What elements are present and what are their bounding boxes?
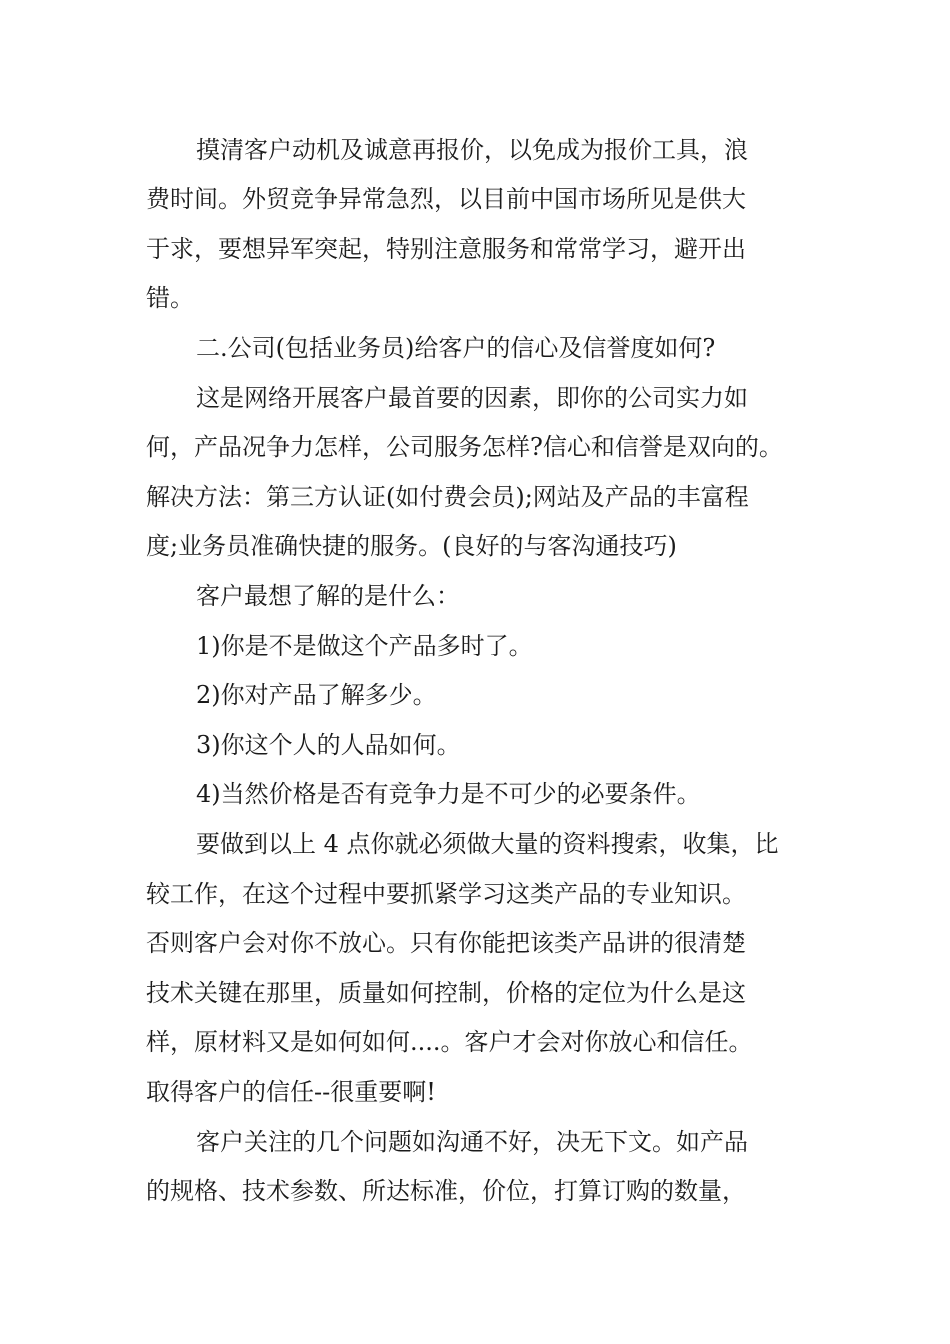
paragraph-line: 取得客户的信任--很重要啊! [146,1078,436,1106]
paragraph-line: 要做到以上 4 点你就必须做大量的资料搜索，收集，比 [196,830,779,858]
paragraph-line: 度;业务员准确快捷的服务。(良好的与客沟通技巧) [146,532,677,560]
paragraph-line: 错。 [146,284,194,312]
paragraph-line: 否则客户会对你不放心。只有你能把该类产品讲的很清楚 [146,929,746,957]
list-item: 2)你对产品了解多少。 [196,681,437,709]
paragraph-line: 费时间。外贸竞争异常急烈，以目前中国市场所见是供大 [146,185,746,213]
paragraph-line: 客户最想了解的是什么： [196,582,460,610]
paragraph-line: 何，产品况争力怎样，公司服务怎样?信心和信誉是双向的。 [146,433,783,461]
paragraph-line: 客户关注的几个问题如沟通不好，决无下文。如产品 [196,1128,748,1156]
paragraph-line: 较工作，在这个过程中要抓紧学习这类产品的专业知识。 [146,880,746,908]
paragraph-line: 于求，要想异军突起，特别注意服务和常常学习，避开出 [146,235,746,263]
paragraph-line: 的规格、技术参数、所达标准，价位，打算订购的数量， [146,1177,746,1205]
paragraph-line: 技术关键在那里，质量如何控制，价格的定位为什么是这 [146,979,746,1007]
list-item: 3)你这个人的人品如何。 [196,731,461,759]
paragraph-line: 解决方法：第三方认证(如付费会员);网站及产品的丰富程 [146,483,749,511]
list-item: 1)你是不是做这个产品多时了。 [196,632,533,660]
paragraph-line: 这是网络开展客户最首要的因素，即你的公司实力如 [196,384,748,412]
list-item: 4)当然价格是否有竞争力是不可少的必要条件。 [196,780,701,808]
section-heading: 二.公司(包括业务员)给客户的信心及信誉度如何? [196,334,716,362]
paragraph-line: 样，原材料又是如何如何....。客户才会对你放心和信任。 [146,1028,753,1056]
paragraph-line: 摸清客户动机及诚意再报价，以免成为报价工具，浪 [196,136,748,164]
